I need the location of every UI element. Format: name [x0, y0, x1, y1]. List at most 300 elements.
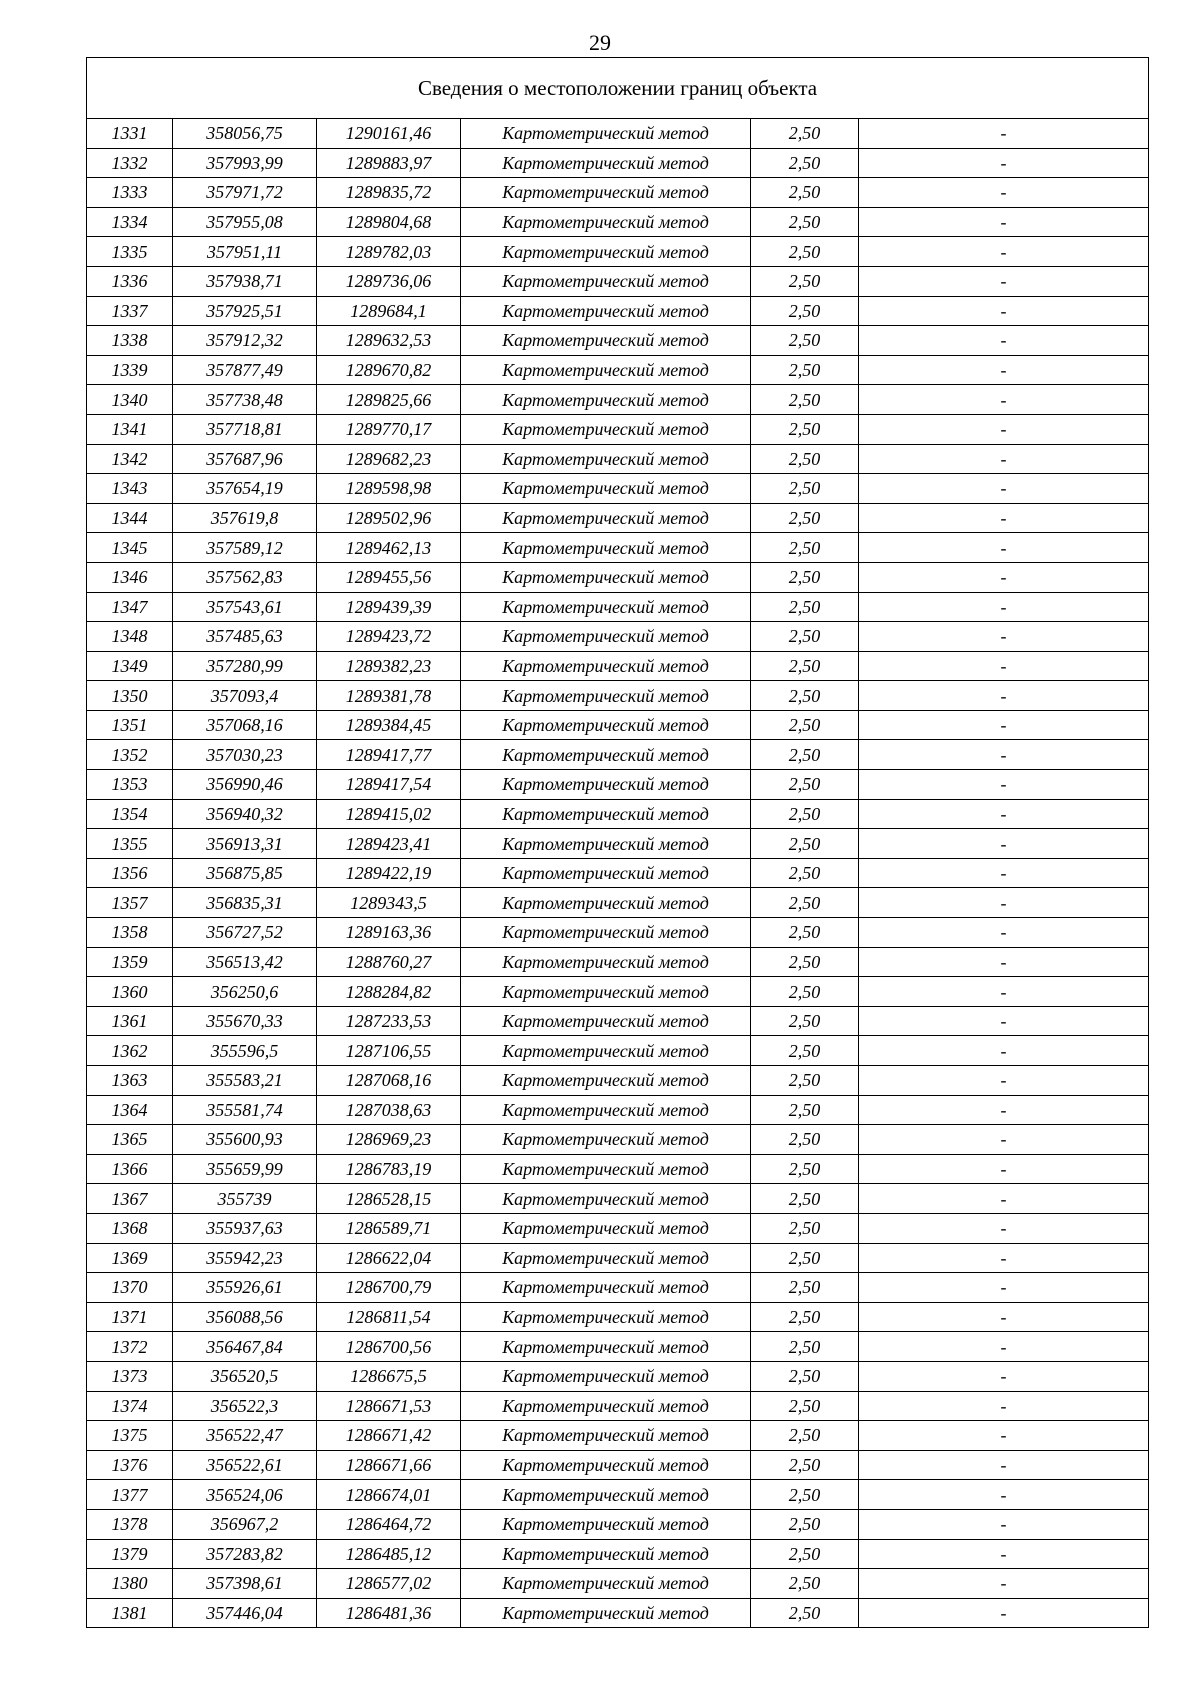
method-cell: Картометрический метод	[461, 888, 751, 918]
description-cell: -	[859, 770, 1149, 800]
y-coordinate-cell: 1289502,96	[317, 503, 461, 533]
description-cell: -	[859, 829, 1149, 859]
table-row	[87, 474, 1149, 504]
accuracy-cell: 2,50	[751, 858, 859, 888]
point-number-cell: 1350	[87, 681, 173, 711]
y-coordinate-cell: 1286481,36	[317, 1598, 461, 1628]
x-coordinate-cell: 357993,99	[173, 148, 317, 178]
table-row	[87, 1036, 1149, 1066]
x-coordinate-cell: 355670,33	[173, 1006, 317, 1036]
description-cell: -	[859, 592, 1149, 622]
method-cell: Картометрический метод	[461, 1125, 751, 1155]
description-cell: -	[859, 1598, 1149, 1628]
x-coordinate-cell: 357687,96	[173, 444, 317, 474]
table-row	[87, 829, 1149, 859]
description-cell: -	[859, 237, 1149, 267]
y-coordinate-cell: 1286969,23	[317, 1125, 461, 1155]
table-row	[87, 888, 1149, 918]
table-row	[87, 1273, 1149, 1303]
y-coordinate-cell: 1289684,1	[317, 296, 461, 326]
description-cell: -	[859, 888, 1149, 918]
y-coordinate-cell: 1287106,55	[317, 1036, 461, 1066]
accuracy-cell: 2,50	[751, 1006, 859, 1036]
y-coordinate-cell: 1289439,39	[317, 592, 461, 622]
description-cell: -	[859, 1006, 1149, 1036]
x-coordinate-cell: 357485,63	[173, 622, 317, 652]
y-coordinate-cell: 1289423,41	[317, 829, 461, 859]
x-coordinate-cell: 356913,31	[173, 829, 317, 859]
table-row	[87, 799, 1149, 829]
table-row	[87, 1480, 1149, 1510]
accuracy-cell: 2,50	[751, 977, 859, 1007]
description-cell: -	[859, 1154, 1149, 1184]
description-cell: -	[859, 1243, 1149, 1273]
y-coordinate-cell: 1289417,54	[317, 770, 461, 800]
description-cell: -	[859, 799, 1149, 829]
method-cell: Картометрический метод	[461, 651, 751, 681]
description-cell: -	[859, 355, 1149, 385]
method-cell: Картометрический метод	[461, 1332, 751, 1362]
accuracy-cell: 2,50	[751, 622, 859, 652]
table-title: Сведения о местоположении границ объекта	[87, 58, 1149, 119]
y-coordinate-cell: 1289825,66	[317, 385, 461, 415]
x-coordinate-cell: 357093,4	[173, 681, 317, 711]
point-number-cell: 1377	[87, 1480, 173, 1510]
x-coordinate-cell: 356835,31	[173, 888, 317, 918]
y-coordinate-cell: 1289423,72	[317, 622, 461, 652]
description-cell: -	[859, 326, 1149, 356]
description-cell: -	[859, 1539, 1149, 1569]
accuracy-cell: 2,50	[751, 770, 859, 800]
point-number-cell: 1334	[87, 207, 173, 237]
accuracy-cell: 2,50	[751, 119, 859, 149]
point-number-cell: 1348	[87, 622, 173, 652]
y-coordinate-cell: 1289632,53	[317, 326, 461, 356]
point-number-cell: 1333	[87, 178, 173, 208]
x-coordinate-cell: 355659,99	[173, 1154, 317, 1184]
description-cell: -	[859, 1332, 1149, 1362]
table-row	[87, 1361, 1149, 1391]
method-cell: Картометрический метод	[461, 207, 751, 237]
y-coordinate-cell: 1289343,5	[317, 888, 461, 918]
accuracy-cell: 2,50	[751, 326, 859, 356]
table-body	[87, 119, 1149, 1628]
point-number-cell: 1368	[87, 1213, 173, 1243]
accuracy-cell: 2,50	[751, 178, 859, 208]
table-row	[87, 1391, 1149, 1421]
method-cell: Картометрический метод	[461, 1509, 751, 1539]
description-cell: -	[859, 1509, 1149, 1539]
x-coordinate-cell: 357589,12	[173, 533, 317, 563]
method-cell: Картометрический метод	[461, 710, 751, 740]
table-row	[87, 740, 1149, 770]
accuracy-cell: 2,50	[751, 1066, 859, 1096]
method-cell: Картометрический метод	[461, 1450, 751, 1480]
accuracy-cell: 2,50	[751, 1539, 859, 1569]
method-cell: Картометрический метод	[461, 1273, 751, 1303]
y-coordinate-cell: 1286671,66	[317, 1450, 461, 1480]
method-cell: Картометрический метод	[461, 385, 751, 415]
description-cell: -	[859, 562, 1149, 592]
y-coordinate-cell: 1287038,63	[317, 1095, 461, 1125]
accuracy-cell: 2,50	[751, 681, 859, 711]
accuracy-cell: 2,50	[751, 355, 859, 385]
method-cell: Картометрический метод	[461, 355, 751, 385]
point-number-cell: 1349	[87, 651, 173, 681]
x-coordinate-cell: 357738,48	[173, 385, 317, 415]
point-number-cell: 1343	[87, 474, 173, 504]
point-number-cell: 1362	[87, 1036, 173, 1066]
table-row	[87, 592, 1149, 622]
description-cell: -	[859, 296, 1149, 326]
accuracy-cell: 2,50	[751, 1095, 859, 1125]
x-coordinate-cell: 355583,21	[173, 1066, 317, 1096]
description-cell: -	[859, 1450, 1149, 1480]
y-coordinate-cell: 1286700,56	[317, 1332, 461, 1362]
description-cell: -	[859, 1036, 1149, 1066]
method-cell: Картометрический метод	[461, 1569, 751, 1599]
point-number-cell: 1375	[87, 1421, 173, 1451]
x-coordinate-cell: 355926,61	[173, 1273, 317, 1303]
x-coordinate-cell: 355937,63	[173, 1213, 317, 1243]
accuracy-cell: 2,50	[751, 503, 859, 533]
accuracy-cell: 2,50	[751, 651, 859, 681]
method-cell: Картометрический метод	[461, 444, 751, 474]
table-row	[87, 1066, 1149, 1096]
description-cell: -	[859, 1302, 1149, 1332]
table-row	[87, 1509, 1149, 1539]
x-coordinate-cell: 356250,6	[173, 977, 317, 1007]
x-coordinate-cell: 357068,16	[173, 710, 317, 740]
description-cell: -	[859, 1361, 1149, 1391]
y-coordinate-cell: 1290161,46	[317, 119, 461, 149]
table-row	[87, 207, 1149, 237]
accuracy-cell: 2,50	[751, 533, 859, 563]
table-row	[87, 444, 1149, 474]
accuracy-cell: 2,50	[751, 1125, 859, 1155]
point-number-cell: 1376	[87, 1450, 173, 1480]
point-number-cell: 1336	[87, 266, 173, 296]
point-number-cell: 1352	[87, 740, 173, 770]
point-number-cell: 1371	[87, 1302, 173, 1332]
y-coordinate-cell: 1289835,72	[317, 178, 461, 208]
point-number-cell: 1379	[87, 1539, 173, 1569]
description-cell: -	[859, 1184, 1149, 1214]
x-coordinate-cell: 357398,61	[173, 1569, 317, 1599]
accuracy-cell: 2,50	[751, 1154, 859, 1184]
method-cell: Картометрический метод	[461, 1066, 751, 1096]
table-row	[87, 326, 1149, 356]
accuracy-cell: 2,50	[751, 918, 859, 948]
accuracy-cell: 2,50	[751, 562, 859, 592]
x-coordinate-cell: 356524,06	[173, 1480, 317, 1510]
x-coordinate-cell: 357283,82	[173, 1539, 317, 1569]
y-coordinate-cell: 1289682,23	[317, 444, 461, 474]
x-coordinate-cell: 356940,32	[173, 799, 317, 829]
table-row	[87, 947, 1149, 977]
y-coordinate-cell: 1286485,12	[317, 1539, 461, 1569]
method-cell: Картометрический метод	[461, 1243, 751, 1273]
y-coordinate-cell: 1289384,45	[317, 710, 461, 740]
point-number-cell: 1340	[87, 385, 173, 415]
method-cell: Картометрический метод	[461, 681, 751, 711]
x-coordinate-cell: 355600,93	[173, 1125, 317, 1155]
method-cell: Картометрический метод	[461, 1391, 751, 1421]
table-row	[87, 770, 1149, 800]
x-coordinate-cell: 356990,46	[173, 770, 317, 800]
x-coordinate-cell: 357718,81	[173, 414, 317, 444]
point-number-cell: 1356	[87, 858, 173, 888]
x-coordinate-cell: 356522,61	[173, 1450, 317, 1480]
accuracy-cell: 2,50	[751, 1273, 859, 1303]
table-row	[87, 858, 1149, 888]
accuracy-cell: 2,50	[751, 888, 859, 918]
accuracy-cell: 2,50	[751, 207, 859, 237]
method-cell: Картометрический метод	[461, 770, 751, 800]
table-row	[87, 1006, 1149, 1036]
table-row	[87, 148, 1149, 178]
y-coordinate-cell: 1289382,23	[317, 651, 461, 681]
x-coordinate-cell: 357912,32	[173, 326, 317, 356]
point-number-cell: 1378	[87, 1509, 173, 1539]
description-cell: -	[859, 858, 1149, 888]
table-row	[87, 237, 1149, 267]
description-cell: -	[859, 444, 1149, 474]
accuracy-cell: 2,50	[751, 799, 859, 829]
x-coordinate-cell: 357877,49	[173, 355, 317, 385]
point-number-cell: 1380	[87, 1569, 173, 1599]
method-cell: Картометрический метод	[461, 503, 751, 533]
y-coordinate-cell: 1289163,36	[317, 918, 461, 948]
table-row	[87, 977, 1149, 1007]
method-cell: Картометрический метод	[461, 1480, 751, 1510]
accuracy-cell: 2,50	[751, 1213, 859, 1243]
table-row	[87, 119, 1149, 149]
table-row	[87, 266, 1149, 296]
point-number-cell: 1365	[87, 1125, 173, 1155]
method-cell: Картометрический метод	[461, 977, 751, 1007]
accuracy-cell: 2,50	[751, 947, 859, 977]
x-coordinate-cell: 357938,71	[173, 266, 317, 296]
boundary-table	[86, 57, 1149, 1628]
point-number-cell: 1342	[87, 444, 173, 474]
point-number-cell: 1359	[87, 947, 173, 977]
x-coordinate-cell: 357030,23	[173, 740, 317, 770]
description-cell: -	[859, 681, 1149, 711]
method-cell: Картометрический метод	[461, 148, 751, 178]
table-row	[87, 1421, 1149, 1451]
method-cell: Картометрический метод	[461, 592, 751, 622]
description-cell: -	[859, 1421, 1149, 1451]
point-number-cell: 1344	[87, 503, 173, 533]
point-number-cell: 1351	[87, 710, 173, 740]
table-row	[87, 296, 1149, 326]
x-coordinate-cell: 357654,19	[173, 474, 317, 504]
x-coordinate-cell: 357619,8	[173, 503, 317, 533]
method-cell: Картометрический метод	[461, 799, 751, 829]
method-cell: Картометрический метод	[461, 947, 751, 977]
table-row	[87, 1332, 1149, 1362]
table-row	[87, 1213, 1149, 1243]
accuracy-cell: 2,50	[751, 710, 859, 740]
table-row	[87, 622, 1149, 652]
point-number-cell: 1341	[87, 414, 173, 444]
description-cell: -	[859, 1095, 1149, 1125]
point-number-cell: 1347	[87, 592, 173, 622]
method-cell: Картометрический метод	[461, 918, 751, 948]
point-number-cell: 1337	[87, 296, 173, 326]
description-cell: -	[859, 977, 1149, 1007]
point-number-cell: 1364	[87, 1095, 173, 1125]
table-row	[87, 503, 1149, 533]
method-cell: Картометрический метод	[461, 474, 751, 504]
y-coordinate-cell: 1289670,82	[317, 355, 461, 385]
point-number-cell: 1372	[87, 1332, 173, 1362]
y-coordinate-cell: 1286674,01	[317, 1480, 461, 1510]
x-coordinate-cell: 355942,23	[173, 1243, 317, 1273]
method-cell: Картометрический метод	[461, 178, 751, 208]
description-cell: -	[859, 710, 1149, 740]
y-coordinate-cell: 1286671,42	[317, 1421, 461, 1451]
table-row	[87, 1243, 1149, 1273]
accuracy-cell: 2,50	[751, 1569, 859, 1599]
y-coordinate-cell: 1288284,82	[317, 977, 461, 1007]
method-cell: Картометрический метод	[461, 1095, 751, 1125]
method-cell: Картометрический метод	[461, 1361, 751, 1391]
method-cell: Картометрический метод	[461, 1154, 751, 1184]
description-cell: -	[859, 266, 1149, 296]
x-coordinate-cell: 357951,11	[173, 237, 317, 267]
table-row	[87, 1302, 1149, 1332]
x-coordinate-cell: 355581,74	[173, 1095, 317, 1125]
accuracy-cell: 2,50	[751, 1598, 859, 1628]
point-number-cell: 1332	[87, 148, 173, 178]
point-number-cell: 1345	[87, 533, 173, 563]
accuracy-cell: 2,50	[751, 829, 859, 859]
point-number-cell: 1381	[87, 1598, 173, 1628]
point-number-cell: 1353	[87, 770, 173, 800]
accuracy-cell: 2,50	[751, 1184, 859, 1214]
description-cell: -	[859, 207, 1149, 237]
y-coordinate-cell: 1286464,72	[317, 1509, 461, 1539]
description-cell: -	[859, 414, 1149, 444]
method-cell: Картометрический метод	[461, 326, 751, 356]
point-number-cell: 1355	[87, 829, 173, 859]
y-coordinate-cell: 1286700,79	[317, 1273, 461, 1303]
method-cell: Картометрический метод	[461, 266, 751, 296]
point-number-cell: 1369	[87, 1243, 173, 1273]
description-cell: -	[859, 1391, 1149, 1421]
table-row	[87, 355, 1149, 385]
x-coordinate-cell: 356522,47	[173, 1421, 317, 1451]
table-row	[87, 1154, 1149, 1184]
accuracy-cell: 2,50	[751, 1450, 859, 1480]
description-cell: -	[859, 740, 1149, 770]
method-cell: Картометрический метод	[461, 1036, 751, 1066]
accuracy-cell: 2,50	[751, 266, 859, 296]
y-coordinate-cell: 1289417,77	[317, 740, 461, 770]
accuracy-cell: 2,50	[751, 385, 859, 415]
y-coordinate-cell: 1289770,17	[317, 414, 461, 444]
y-coordinate-cell: 1289455,56	[317, 562, 461, 592]
x-coordinate-cell: 356520,5	[173, 1361, 317, 1391]
table-row	[87, 562, 1149, 592]
method-cell: Картометрический метод	[461, 1302, 751, 1332]
description-cell: -	[859, 1066, 1149, 1096]
x-coordinate-cell: 357280,99	[173, 651, 317, 681]
method-cell: Картометрический метод	[461, 858, 751, 888]
table-row	[87, 1125, 1149, 1155]
y-coordinate-cell: 1286528,15	[317, 1184, 461, 1214]
point-number-cell: 1335	[87, 237, 173, 267]
method-cell: Картометрический метод	[461, 533, 751, 563]
accuracy-cell: 2,50	[751, 592, 859, 622]
point-number-cell: 1331	[87, 119, 173, 149]
description-cell: -	[859, 148, 1149, 178]
description-cell: -	[859, 1125, 1149, 1155]
method-cell: Картометрический метод	[461, 119, 751, 149]
table-row	[87, 651, 1149, 681]
method-cell: Картометрический метод	[461, 622, 751, 652]
accuracy-cell: 2,50	[751, 1421, 859, 1451]
x-coordinate-cell: 357925,51	[173, 296, 317, 326]
description-cell: -	[859, 947, 1149, 977]
y-coordinate-cell: 1289422,19	[317, 858, 461, 888]
x-coordinate-cell: 357971,72	[173, 178, 317, 208]
description-cell: -	[859, 651, 1149, 681]
y-coordinate-cell: 1286671,53	[317, 1391, 461, 1421]
y-coordinate-cell: 1289782,03	[317, 237, 461, 267]
y-coordinate-cell: 1286622,04	[317, 1243, 461, 1273]
method-cell: Картометрический метод	[461, 829, 751, 859]
point-number-cell: 1360	[87, 977, 173, 1007]
y-coordinate-cell: 1289804,68	[317, 207, 461, 237]
description-cell: -	[859, 1213, 1149, 1243]
description-cell: -	[859, 1480, 1149, 1510]
table-row	[87, 918, 1149, 948]
y-coordinate-cell: 1286589,71	[317, 1213, 461, 1243]
x-coordinate-cell: 356513,42	[173, 947, 317, 977]
description-cell: -	[859, 503, 1149, 533]
point-number-cell: 1374	[87, 1391, 173, 1421]
y-coordinate-cell: 1288760,27	[317, 947, 461, 977]
table-row	[87, 1539, 1149, 1569]
accuracy-cell: 2,50	[751, 444, 859, 474]
y-coordinate-cell: 1289598,98	[317, 474, 461, 504]
method-cell: Картометрический метод	[461, 1184, 751, 1214]
method-cell: Картометрический метод	[461, 1006, 751, 1036]
y-coordinate-cell: 1287068,16	[317, 1066, 461, 1096]
method-cell: Картометрический метод	[461, 1421, 751, 1451]
description-cell: -	[859, 622, 1149, 652]
table-row	[87, 710, 1149, 740]
description-cell: -	[859, 533, 1149, 563]
accuracy-cell: 2,50	[751, 237, 859, 267]
table-row	[87, 533, 1149, 563]
x-coordinate-cell: 355596,5	[173, 1036, 317, 1066]
point-number-cell: 1358	[87, 918, 173, 948]
y-coordinate-cell: 1289462,13	[317, 533, 461, 563]
accuracy-cell: 2,50	[751, 1391, 859, 1421]
description-cell: -	[859, 474, 1149, 504]
point-number-cell: 1373	[87, 1361, 173, 1391]
x-coordinate-cell: 356467,84	[173, 1332, 317, 1362]
x-coordinate-cell: 358056,75	[173, 119, 317, 149]
y-coordinate-cell: 1289381,78	[317, 681, 461, 711]
accuracy-cell: 2,50	[751, 1243, 859, 1273]
page-number: 29	[589, 30, 611, 55]
description-cell: -	[859, 1273, 1149, 1303]
